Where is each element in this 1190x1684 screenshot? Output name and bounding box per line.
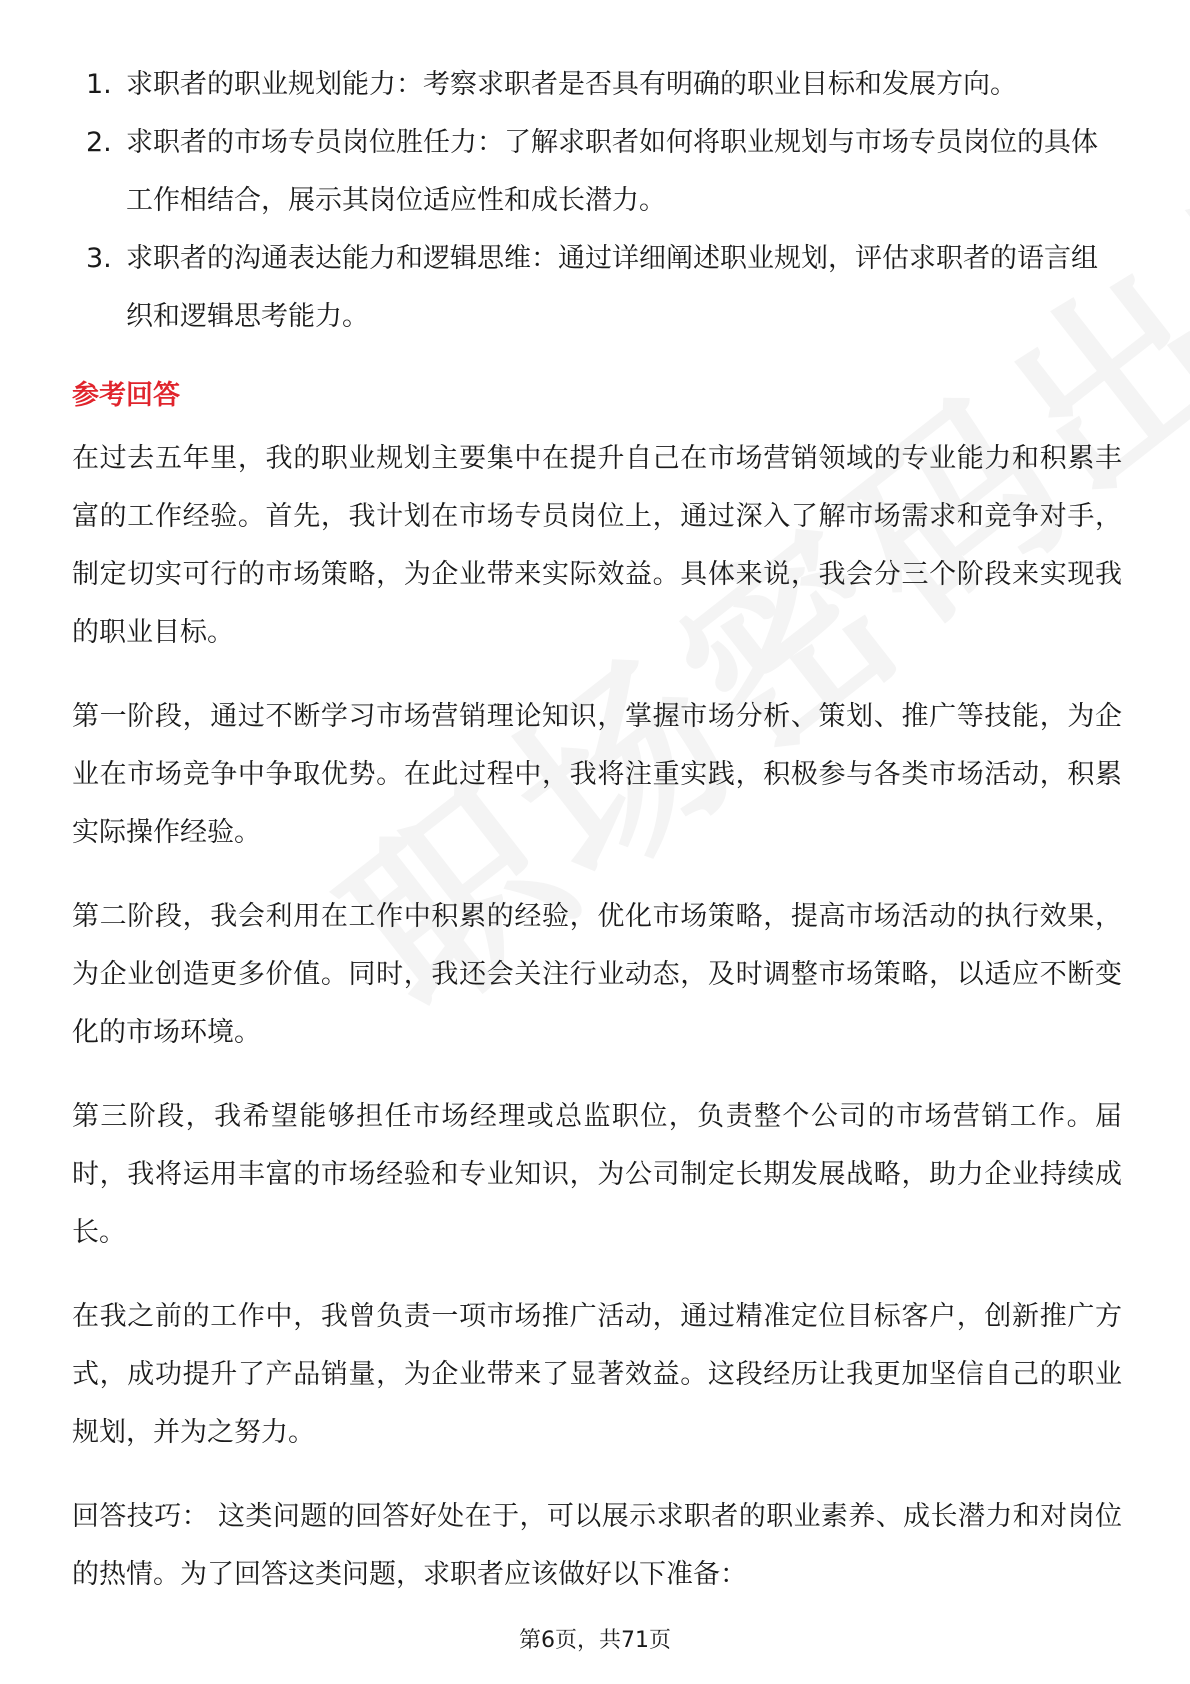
list-item-number: 3. — [86, 243, 112, 274]
list-item-text: 求职者的市场专员岗位胜任力：了解求职者如何将职业规划与市场专员岗位的具体工作相结合，展示其岗位适应性和成长潜力。 — [126, 127, 1098, 216]
list-item-number: 1. — [86, 69, 112, 100]
list-item — [72, 230, 1122, 346]
list-item — [72, 114, 1122, 230]
answer-tips-paragraph: 回答技巧： 这类问题的回答好处在于，可以展示求职者的职业素养、成长潜力和对岗位的热情。为了回答这类问题，求职者应该做好以下准备： — [72, 1501, 1122, 1590]
page-number-footer: 第6页，共71页 — [519, 1628, 671, 1653]
section-title: 参考回答 — [72, 380, 180, 411]
list-item — [72, 56, 1122, 114]
list-item-text: 求职者的职业规划能力：考察求职者是否具有明确的职业目标和发展方向。 — [126, 69, 1017, 100]
paragraph: 第一阶段，通过不断学习市场营销理论知识，掌握市场分析、策划、推广等技能，为企业在市场竞争中争取优势。在此过程中，我将注重实践，积极参与各类市场活动，积累实际操作经验。 — [72, 701, 1122, 848]
paragraph: 第二阶段，我会利用在工作中积累的经验，优化市场策略，提高市场活动的执行效果，为企业创造更多价值。同时，我还会关注行业动态，及时调整市场策略，以适应不断变化的市场环境。 — [72, 901, 1122, 1048]
paragraph: 在我之前的工作中，我曾负责一项市场推广活动，通过精准定位目标客户，创新推广方式，成功提升了产品销量，为企业带来了显著效益。这段经历让我更加坚信自己的职业规划，并为之努力。 — [72, 1301, 1122, 1448]
list-item-text: 求职者的沟通表达能力和逻辑思维：通过详细阐述职业规划，评估求职者的语言组织和逻辑思考能力。 — [126, 243, 1098, 332]
paragraph: 第三阶段，我希望能够担任市场经理或总监职位，负责整个公司的市场营销工作。届时，我将运用丰富的市场经验和专业知识，为公司制定长期发展战略，助力企业持续成长。 — [72, 1101, 1122, 1248]
paragraph: 在过去五年里，我的职业规划主要集中在提升自己在市场营销领域的专业能力和积累丰富的工作经验。首先，我计划在市场专员岗位上，通过深入了解市场需求和竞争对手，制定切实可行的市场策略，为企业带来实际效益。具体来说，我会分三个阶段来实现我的职业目标。 — [72, 443, 1122, 648]
assessment-points-list — [72, 56, 1122, 346]
list-item-number: 2. — [86, 127, 112, 158]
page-content — [72, 56, 1122, 1604]
